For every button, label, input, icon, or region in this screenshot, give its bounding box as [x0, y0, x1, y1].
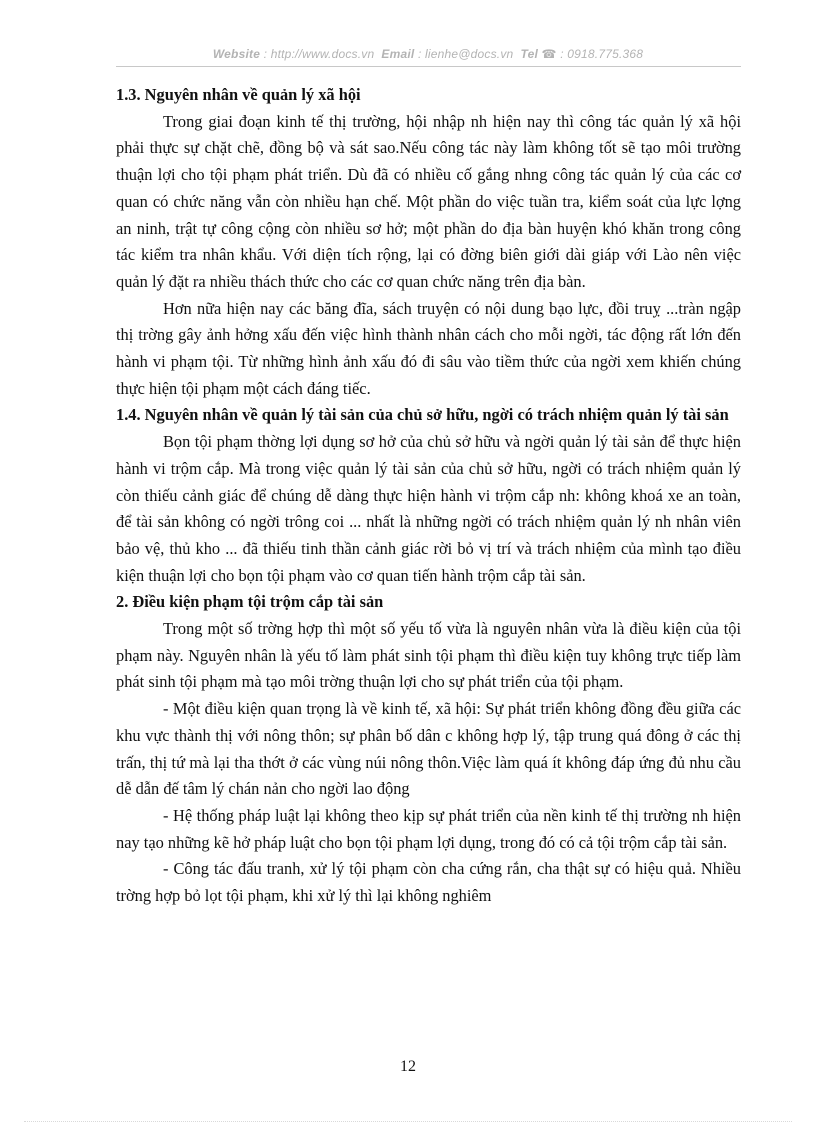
email-label: Email — [381, 47, 415, 61]
section-heading-1-3: 1.3. Nguyên nhân về quản lý xã hội — [116, 85, 361, 104]
document-body — [116, 82, 741, 910]
paragraph: - Công tác đấu tranh, xử lý tội phạm còn cha cứng rắn, cha thật sự có hiệu quả. Nhiều trờng hợp bỏ lọt tội phạm, khi xử lý thì lại không nghiêm — [116, 859, 741, 906]
section-heading-1-4: 1.4. Nguyên nhân về quản lý tài sản của chủ sở hữu, ngời có trách nhiệm quản lý tài sản — [116, 405, 729, 425]
paragraph: Bọn tội phạm thờng lợi dụng sơ hở của chủ sở hữu và ngời quản lý tài sản để thực hiện hành vi trộm cắp. Mà trong việc quản lý tài sản của chủ sở hữu, ngời có trách nhiệm quản lý còn thiếu cảnh giác để chúng dễ dàng thực hiện hành vi trộm cắp nh: không khoá xe an toàn, để tài sản không có ngời trông coi ... nhất là những ngời có trách nhiệm quản lý nh nhân viên bảo vệ, thủ kho ... đã thiếu tinh thần cảnh giác rời bỏ vị trí và trách nhiệm của mình tạo điều kiện thuận lợi cho bọn tội phạm vào cơ quan tiến hành trộm cắp tài sản. — [116, 432, 741, 585]
website-url: : http://www.docs.vn — [263, 47, 375, 61]
paragraph: - Một điều kiện quan trọng là về kinh tế, xã hội: Sự phát triển không đồng đều giữa các khu vực thành thị với nông thôn; sự phân bố dân c không hợp lý, tập trung quá đông ở các thị trấn, thị tứ mà lại tha thớt ở các vùng núi nông thôn.Việc làm quá ít không đáp ứng đủ nhu cầu dễ dẫn đế tâm lý chán nản cho ngời lao động — [116, 699, 741, 799]
paragraph: - Hệ thống pháp luật lại không theo kịp sự phát triển của nền kinh tế thị trường nh hiện nay tạo những kẽ hở pháp luật cho bọn tội phạm lợi dụng, trong đó có cả tội trộm cắp tài sản. — [116, 805, 741, 852]
page-bottom-border — [24, 1121, 792, 1122]
paragraph: Hơn nữa hiện nay các băng đĩa, sách truyện có nội dung bạo lực, đồi truỵ ...tràn ngập thị trờng gây ảnh hởng xấu đến việc hình thành nhân cách cho mỗi ngời, tác động rất lớn đến hành vi phạm tội. Từ những hình ảnh xấu đó đi sâu vào tiềm thức của ngời xem khiến chúng thực hiện tội phạm một cách đáng tiếc. — [116, 298, 741, 398]
email-address: : lienhe@docs.vn — [417, 47, 514, 61]
paragraph: Trong một số trờng hợp thì một số yếu tố vừa là nguyên nhân vừa là điều kiện của tội phạm này. Nguyên nhân là yếu tố làm phát sinh tội phạm thì điều kiện tuy không trực tiếp làm phát sinh tội phạm mà tạo môi trờng thuận lợi cho sự phát triển của tội phạm. — [116, 619, 741, 692]
tel-label: Tel — [520, 47, 538, 61]
paragraph: Trong giai đoạn kinh tế thị trường, hội nhập nh hiện nay thì công tác quản lý xã hội phải thực sự chặt chẽ, đồng bộ và sát sao.Nếu công tác này làm không tốt sẽ tạo môi trường thuận lợi cho tội phạm phát triển. Dù đã có nhiều cố gắng nhng công tác quản lý của các cơ quan có chức năng vẫn còn nhiều hạn chế. Một phần do việc tuần tra, kiểm soát của lực lợng an ninh, trật tự công cộng còn nhiều sơ hở; một phần do địa bàn huyện khó khăn trong công tác kiểm tra nhân khẩu. Với diện tích rộng, lại có đờng biên giới dài giáp với Lào nên việc quản lý đặt ra nhiều thách thức cho các cơ quan chức năng trên địa bàn. — [116, 111, 741, 291]
section-heading-2: 2. Điều kiện phạm tội trộm cắp tài sản — [116, 592, 384, 612]
page-number: 12 — [400, 1058, 416, 1075]
page-header — [120, 47, 736, 61]
header-divider — [116, 66, 741, 67]
phone-number: ☎ : 0918.775.368 — [541, 47, 644, 61]
website-label: Website — [212, 47, 261, 61]
